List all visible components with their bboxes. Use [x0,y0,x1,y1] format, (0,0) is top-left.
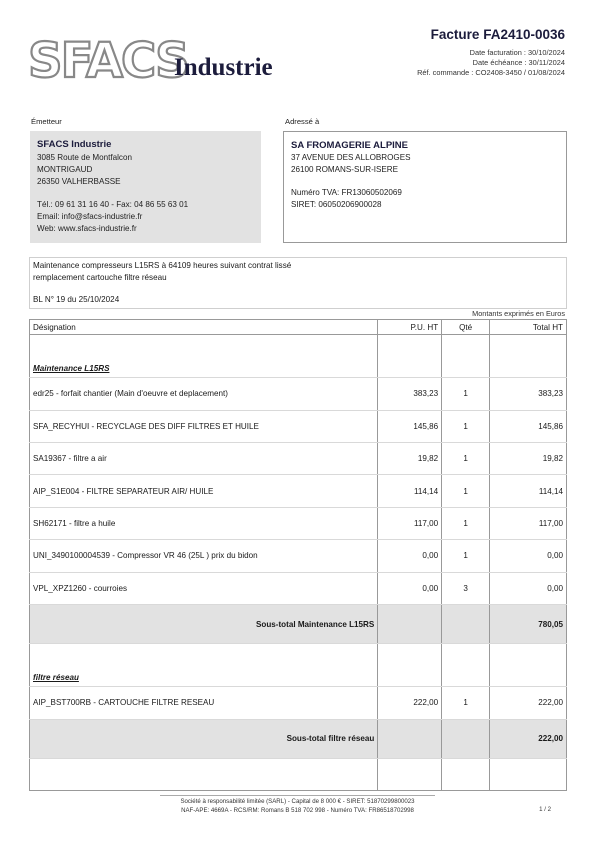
row-total: 114,14 [490,475,567,507]
row-total: 19,82 [490,442,567,474]
invoice-title: Facture FA2410-0036 [430,27,565,42]
invoice-description [29,257,567,309]
emitter-address-3: 26350 VALHERBASSE [37,176,121,186]
row-unit-price: 117,00 [378,507,442,539]
row-unit-price: 383,23 [378,378,442,410]
row-designation: AIP_S1E004 - FILTRE SEPARATEUR AIR/ HUILE [30,475,378,507]
table-row [30,540,567,572]
row-total: 383,23 [490,378,567,410]
section-title: filtre réseau [33,673,79,683]
row-qty: 1 [442,507,490,539]
emitter-address-1: 3085 Route de Montfalcon [37,153,132,162]
row-qty: 1 [442,378,490,410]
row-unit-price: 0,00 [378,540,442,572]
row-qty: 1 [442,475,490,507]
row-qty: 1 [442,687,490,719]
row-unit-price: 19,82 [378,442,442,474]
invoice-date: Date facturation : 30/10/2024 [469,48,565,57]
subtotal-label: Sous-total filtre réseau [30,719,378,758]
subtotal-label: Sous-total Maintenance L15RS [30,605,378,644]
recipient-address-1: 37 AVENUE DES ALLOBROGES [291,153,411,162]
subtotal-row [30,719,567,758]
page-number: 1 / 2 [539,806,551,813]
row-qty: 1 [442,442,490,474]
row-total: 0,00 [490,572,567,604]
description-line-2: remplacement cartouche filtre réseau [33,272,167,282]
table-filler [30,758,567,790]
table-row [30,410,567,442]
invoice-due-date: Date échéance : 30/11/2024 [472,58,565,68]
row-designation: SA19367 - filtre a air [30,442,378,474]
recipient-box [283,131,567,243]
footer-line-2: NAF-APE: 4669A - RCS/RM: Romans B 518 702 998 - Numéro TVA: FR86518702998 [181,807,414,814]
recipient-label: Adressé à [285,117,320,126]
emitter-box [30,131,261,243]
table-row [30,442,567,474]
subtotal-value: 222,00 [490,719,567,758]
row-qty: 1 [442,410,490,442]
recipient-address-2: 26100 ROMANS-SUR-ISERE [291,164,399,174]
recipient-siret: SIRET: 06050206900028 [291,199,382,209]
footer-line-1: Société à responsabilité limitée (SARL) - Capital de 8 000 € - SIRET: 51870299800023 [180,798,415,805]
header-unit-price: P.U. HT [378,320,442,335]
subtotal-value: 780,05 [490,605,567,644]
section-row [30,644,567,687]
row-designation: VPL_XPZ1260 - courroies [30,572,378,604]
table-row [30,572,567,604]
row-total: 0,00 [490,540,567,572]
row-designation: SFA_RECYHUI - RECYCLAGE DES DIFF FILTRES ET HUILE [30,410,378,442]
emitter-label: Émetteur [31,117,62,126]
logo-wordmark: SFACS [28,33,188,85]
recipient-vat: Numéro TVA: FR13060502069 [291,188,402,197]
sfacs-logo [28,33,288,85]
row-unit-price: 114,14 [378,475,442,507]
row-unit-price: 222,00 [378,687,442,719]
emitter-address-2: MONTRIGAUD [37,164,93,174]
row-unit-price: 145,86 [378,410,442,442]
currency-note: Montants exprimés en Euros [472,309,565,318]
table-row [30,507,567,539]
row-unit-price: 0,00 [378,572,442,604]
description-line-1: Maintenance compresseurs L15RS à 64109 heures suivant contrat lissé [33,261,292,270]
emitter-web: Web: www.sfacs-industrie.fr [37,223,137,233]
emitter-phone: Tél.: 09 61 31 16 40 - Fax: 04 86 55 63 01 [37,200,189,210]
row-designation: SH62171 - filtre a huile [30,507,378,539]
legal-footer [0,797,595,815]
row-total: 145,86 [490,410,567,442]
row-designation: AIP_BST700RB - CARTOUCHE FILTRE RESEAU [30,687,378,719]
row-total: 117,00 [490,507,567,539]
footer-divider [160,795,435,796]
table-row [30,378,567,410]
section-row [30,335,567,378]
header-qty: Qté [442,320,490,335]
table-row [30,687,567,719]
table-row [30,475,567,507]
row-designation: edr25 - forfait chantier (Main d'oeuvre et deplacement) [30,378,378,410]
invoice-header [417,27,565,79]
row-qty: 1 [442,540,490,572]
emitter-email: Email: info@sfacs-industrie.fr [37,212,143,222]
header-total: Total HT [490,320,567,335]
header-designation: Désignation [30,320,378,335]
recipient-name: SA FROMAGERIE ALPINE [291,140,408,151]
logo-suffix: Industrie [174,54,273,81]
emitter-name: SFACS Industrie [37,139,112,150]
invoice-order-ref: Réf. commande : CO2408-3450 / 01/08/2024 [417,68,565,78]
delivery-note: BL N° 19 du 25/10/2024 [33,295,120,304]
row-designation: UNI_3490100004539 - Compressor VR 46 (25L ) prix du bidon [30,540,378,572]
section-title: Maintenance L15RS [33,364,110,374]
items-table [29,319,567,791]
subtotal-row [30,605,567,644]
table-header-row [30,320,567,335]
row-qty: 3 [442,572,490,604]
row-total: 222,00 [490,687,567,719]
